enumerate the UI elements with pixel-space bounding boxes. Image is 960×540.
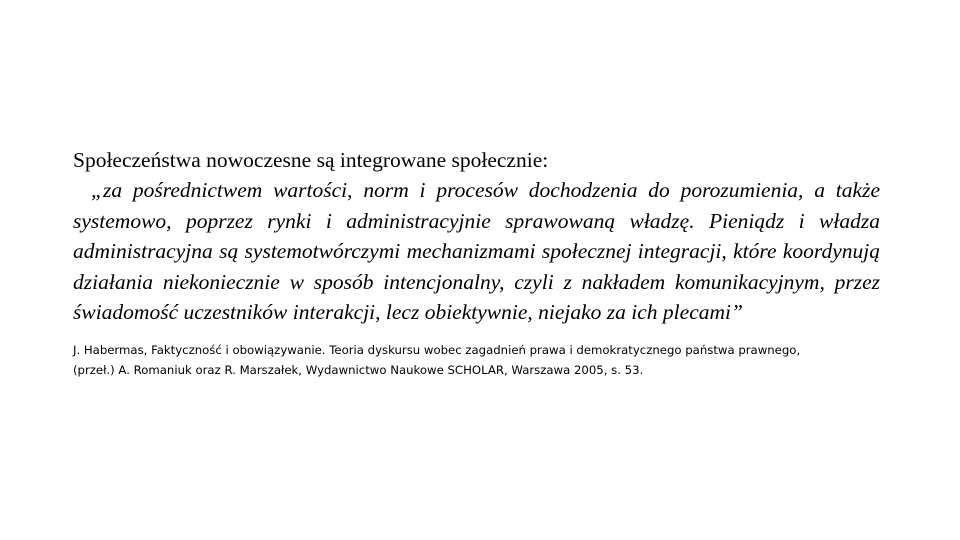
citation: [73, 340, 880, 380]
quote-text: „za pośrednictwem wartości, norm i procesów dochodzenia do porozumienia, a także systemowo, poprzez rynki i administracyjnie sprawowaną władzę. Pieniądz i władza administracyjna są systemotwórczymi mechanizmami społecznej integracji, które koordynują działania niekoniecznie w sposób intencjonalny, czyli z nakładem komunikacyjnym, przez świadomość uczestników interakcji, lecz obiektywnie, niejako za ich plecami”: [73, 178, 880, 325]
slide-heading: Społeczeństwa nowoczesne są integrowane społecznie:: [73, 148, 549, 172]
slide-content: [73, 145, 880, 380]
citation-line-2: (przeł.) A. Romaniuk oraz R. Marszałek, Wydawnictwo Naukowe SCHOLAR, Warszawa 2005, s. 53.: [73, 362, 644, 377]
citation-line-1: J. Habermas, Faktyczność i obowiązywanie. Teoria dyskursu wobec zagadnień prawa i demokratycznego państwa prawnego,: [73, 342, 801, 357]
